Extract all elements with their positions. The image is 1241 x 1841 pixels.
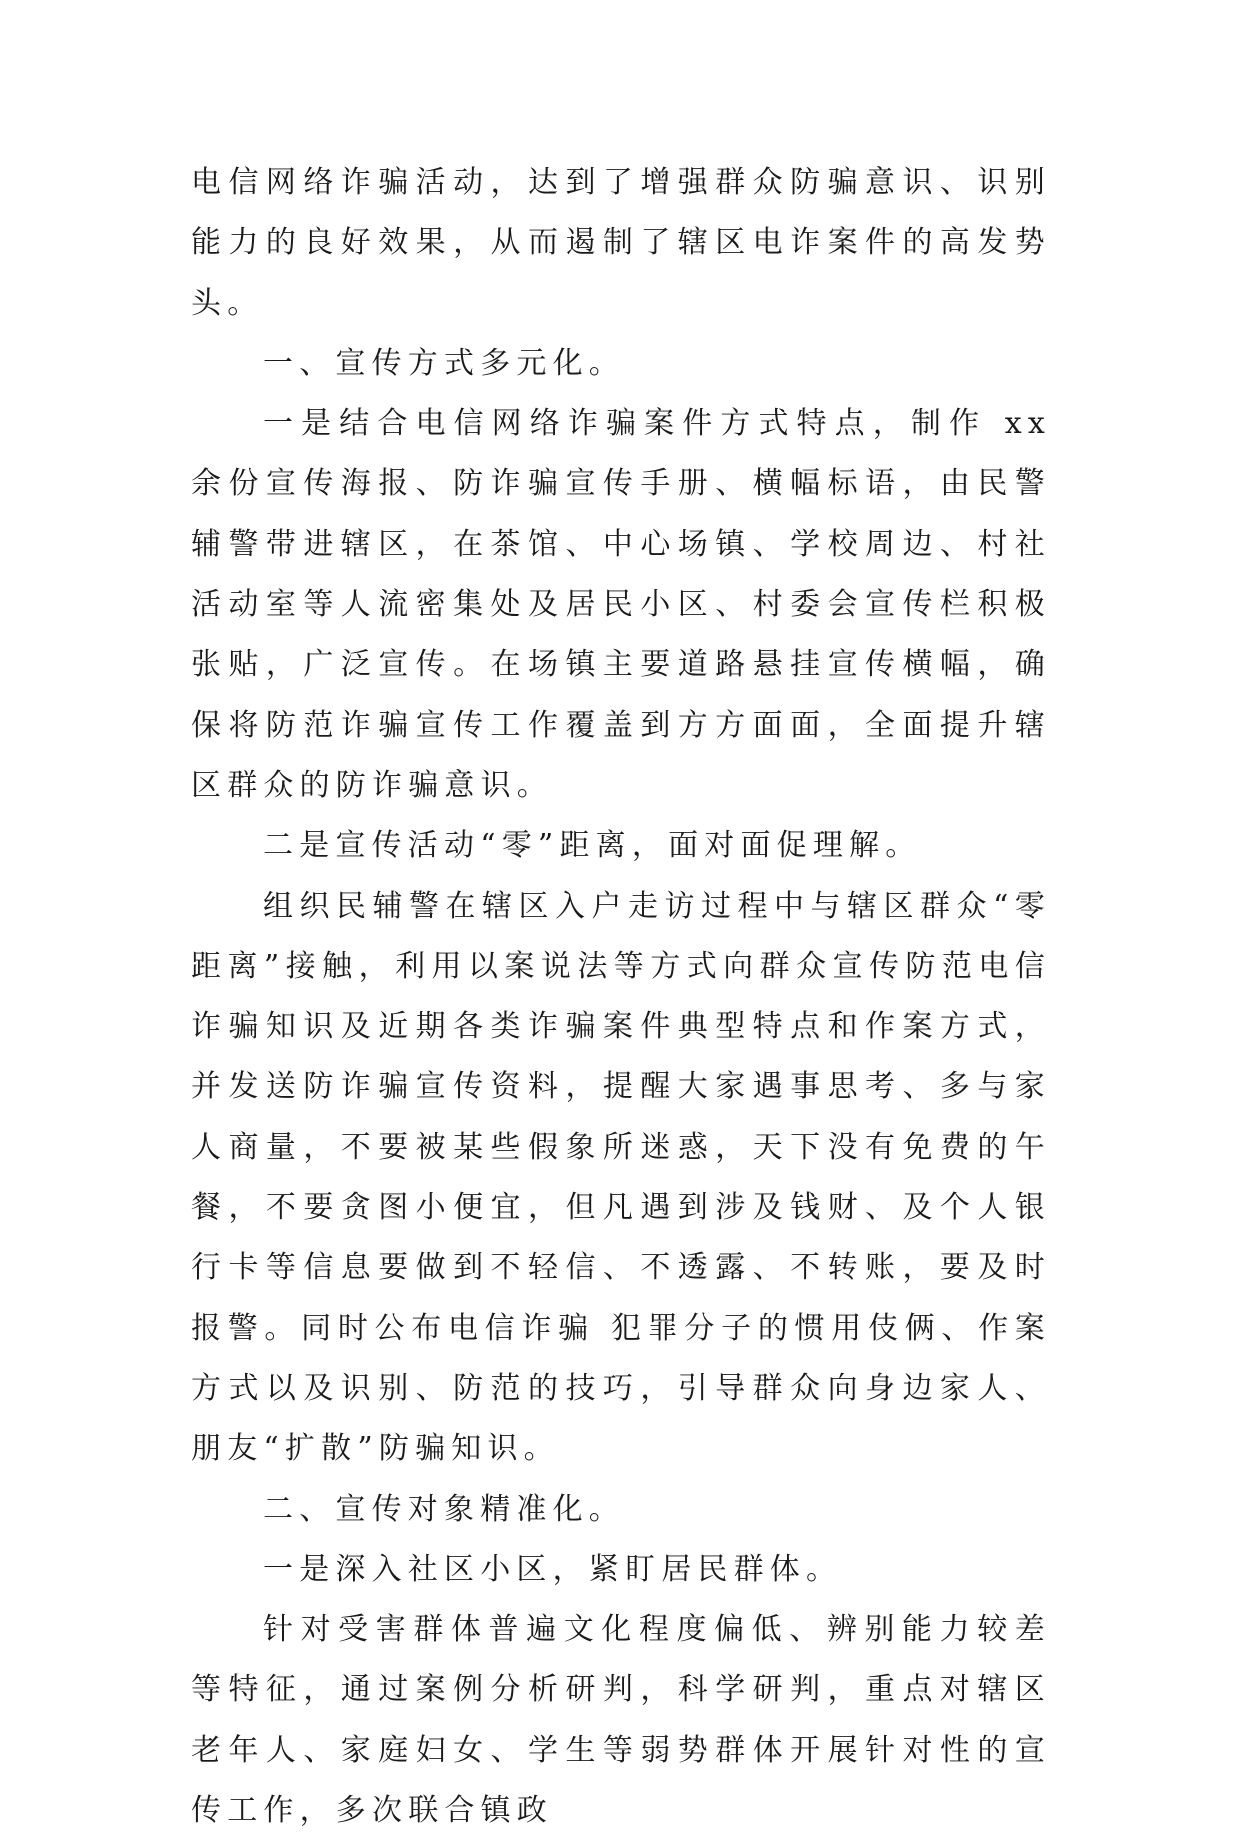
paragraph-continuation: 电信网络诈骗活动，达到了增强群众防骗意识、识别能力的良好效果，从而遏制了辖区电诈案件的高发势头。 bbox=[191, 165, 1051, 321]
section-heading-2: 二、宣传对象精准化。 bbox=[263, 1491, 625, 1527]
document-body bbox=[191, 153, 1051, 1841]
paragraph: 组织民辅警在辖区入户走访过程中与辖区群众“零距离”接触，利用以案说法等方式向群众宣传防范电信诈骗知识及近期各类诈骗案件典型特点和作案方式，并发送防诈骗宣传资料，提醒大家遇事思考、多与家人商量，不要被某些假象所迷惑，天下没有免费的午餐，不要贪图小便宜，但凡遇到涉及钱财、及个人银行卡等信息要做到不轻信、不透露、不转账，要及时报警。同时公布电信诈骗 犯罪分子的惯用伎俩、作案方式以及识别、防范的技巧，引导群众向身边家人、朋友“扩散”防骗知识。 bbox=[191, 888, 1051, 1467]
paragraph: 针对受害群体普遍文化程度偏低、辨别能力较差等特征，通过案例分析研判，科学研判，重点对辖区老年人、家庭妇女、学生等弱势群体开展针对性的宣传工作，多次联合镇政 bbox=[191, 1612, 1051, 1829]
subheading: 一是深入社区小区，紧盯居民群体。 bbox=[263, 1551, 843, 1587]
paragraph: 一是结合电信网络诈骗案件方式特点，制作 xx 余份宣传海报、防诈骗宣传手册、横幅标语，由民警辅警带进辖区，在茶馆、中心场镇、学校周边、村社活动室等人流密集处及居民小区、村委会宣传栏积极张贴，广泛宣传。在场镇主要道路悬挂宣传横幅，确保将防范诈骗宣传工作覆盖到方方面面，全面提升辖区群众的防诈骗意识。 bbox=[191, 406, 1051, 803]
subheading: 二是宣传活动“零”距离，面对面促理解。 bbox=[263, 828, 922, 864]
section-heading-1: 一、宣传方式多元化。 bbox=[263, 345, 625, 381]
